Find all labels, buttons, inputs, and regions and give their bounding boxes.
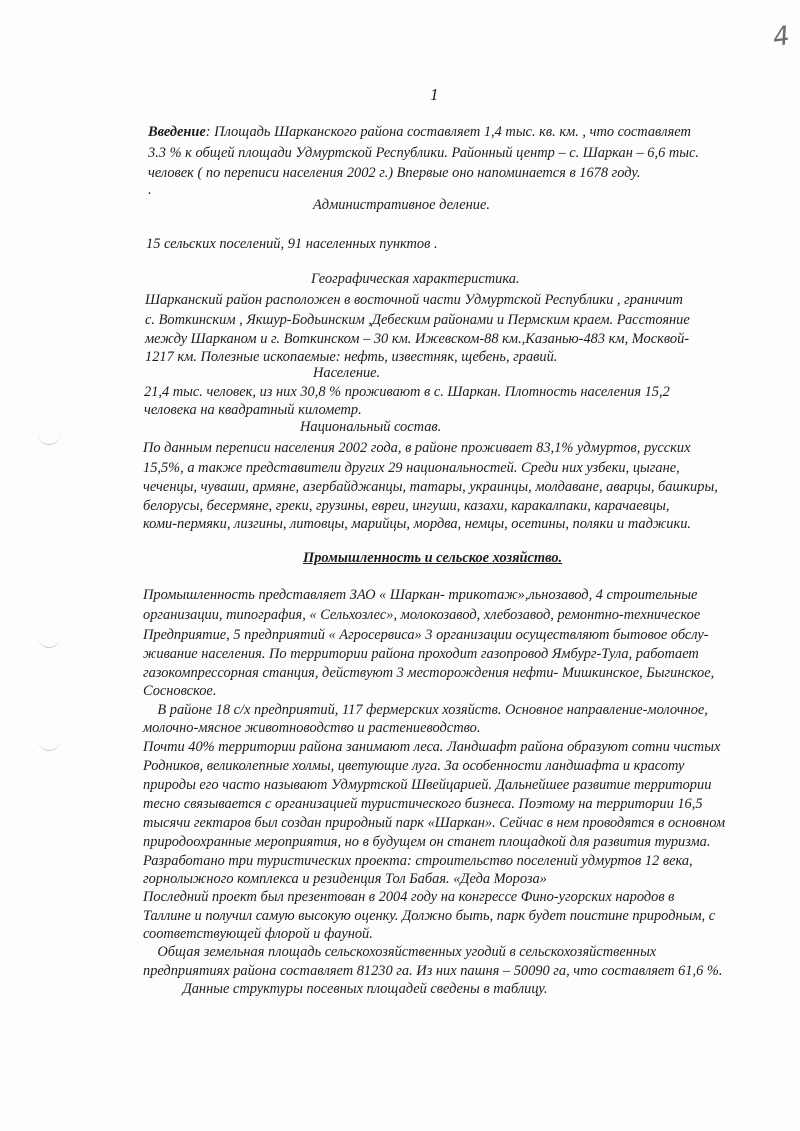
geo-line-2: с. Воткинским , Якшур-Бодьинским ,Дебеским районами и Пермским краем. Расстояние	[145, 312, 690, 328]
geo-line-4: 1217 км. Полезные ископаемые: нефть, известняк, щебень, гравий.	[145, 349, 558, 365]
punch-hole-mark	[38, 740, 60, 751]
geo-heading: Географическая характеристика.	[311, 271, 520, 287]
industry-line-18: Таллине и получил самую высокую оценку. Должно быть, парк будет поистине природным, с	[143, 908, 716, 924]
industry-heading: Промышленность и сельское хозяйство.	[303, 550, 563, 566]
punch-hole-mark	[38, 434, 60, 445]
ethnic-heading: Национальный состав.	[300, 419, 442, 435]
industry-line-6: Сосновское.	[143, 683, 217, 699]
industry-line-2: организации, типография, « Сельхозлес», молокозавод, хлебозавод, ремонтно-техническое	[143, 607, 701, 623]
intro-line-3: человек ( по переписи населения 2002 г.) Впервые оно напоминается в 1678 году.	[148, 165, 641, 181]
industry-line-7: В районе 18 с/х предприятий, 117 фермерских хозяйств. Основное направление-молочное,	[143, 702, 708, 718]
industry-line-5: газокомпрессорная станция, действуют 3 месторождения нефти- Мишкинское, Быгинское,	[143, 665, 715, 681]
geo-line-1: Шарканский район расположен в восточной части Удмуртской Республики , граничит	[145, 292, 683, 308]
industry-line-19: соответствующей флорой и фауной.	[143, 926, 373, 942]
population-line-2: человека на квадратный километр.	[144, 402, 362, 418]
industry-line-22: Данные структуры посевных площадей сведены в таблицу.	[143, 981, 548, 997]
ethnic-line-4: белорусы, бесермяне, греки, грузины, евреи, ингуши, казахи, каракалпаки, карачаевцы,	[143, 498, 670, 514]
industry-line-14: природоохранные мероприятия, но в будущем он станет площадкой для развития туризма.	[143, 834, 711, 850]
admin-heading: Административное деление.	[313, 197, 490, 213]
ethnic-line-1: По данным переписи населения 2002 года, в районе проживает 83,1% удмуртов, русских	[143, 440, 691, 456]
industry-line-16: горнолыжного комплекса и резиденция Тол Бабая. «Деда Мороза»	[143, 871, 547, 887]
industry-line-11: природы его часто называют Удмуртской Швейцарией. Дальнейшее развитие территории	[143, 777, 712, 793]
ethnic-line-2: 15,5%, а также представители других 29 национальностей. Среди них узбеки, цыгане,	[143, 460, 680, 476]
page-number: 1	[430, 85, 439, 104]
industry-line-9: Почти 40% территории района занимают леса. Ландшафт района образуют сотни чистых	[143, 739, 721, 755]
industry-line-15: Разработано три туристических проекта: строительство поселений удмуртов 12 века,	[143, 853, 693, 869]
industry-line-10: Родников, великолепные холмы, цветующие луга. За особенности ландшафта и красоту	[143, 758, 685, 774]
geo-line-3: между Шарканом и г. Воткинском – 30 км. Ижевском-88 км.,Казанью-483 км, Москвой-	[145, 331, 690, 347]
intro-line-1: Введение: Площадь Шарканского района составляет 1,4 тыс. кв. км. , что составляет	[148, 124, 691, 140]
intro-line-4: .	[148, 182, 152, 198]
admin-text: 15 сельских поселений, 91 населенных пунктов .	[146, 236, 438, 252]
ethnic-line-3: чеченцы, чуваши, армяне, азербайджанцы, татары, украинцы, молдаване, аварцы, башкиры,	[143, 479, 718, 495]
intro-label: Введение	[148, 124, 206, 140]
industry-line-12: тесно связывается с организацией туристического бизнеса. Поэтому на территории 16,5	[143, 796, 703, 812]
industry-line-17: Последний проект был презентован в 2004 году на конгрессе Фино-угорских народов в	[143, 889, 675, 905]
industry-line-21: предприятиях района составляет 81230 га. Из них пашня – 50090 га, что составляет 61,6 %.	[143, 963, 723, 979]
industry-line-8: молочно-мясное животноводство и растениеводство.	[143, 720, 481, 736]
industry-line-1: Промышленность представляет ЗАО « Шаркан- трикотаж»,льнозавод, 4 строительные	[143, 587, 698, 603]
corner-handwritten-mark: 4	[771, 20, 793, 54]
population-line-1: 21,4 тыс. человек, из них 30,8 % проживают в с. Шаркан. Плотность населения 15,2	[144, 384, 670, 400]
ethnic-line-5: коми-пермяки, лизгины, литовцы, марийцы, мордва, немцы, осетины, поляки и таджики.	[143, 516, 691, 532]
industry-line-13: тысячи гектаров был создан природный парк «Шаркан». Сейчас в нем проводятся в основном	[143, 815, 726, 831]
industry-line-20: Общая земельная площадь сельскохозяйственных угодий в сельскохозяйственных	[143, 944, 657, 960]
punch-hole-mark	[38, 637, 60, 648]
population-heading: Население.	[313, 365, 381, 381]
industry-line-4: живание населения. По территории района проходит газопровод Ямбург-Тула, работает	[143, 646, 699, 662]
intro-line-2: 3.3 % к общей площади Удмуртской Республики. Районный центр – с. Шаркан – 6,6 тыс.	[148, 145, 699, 161]
industry-line-3: Предприятие, 5 предприятий « Агросервиса» 3 организации осуществляют бытовое обслу-	[143, 627, 709, 643]
